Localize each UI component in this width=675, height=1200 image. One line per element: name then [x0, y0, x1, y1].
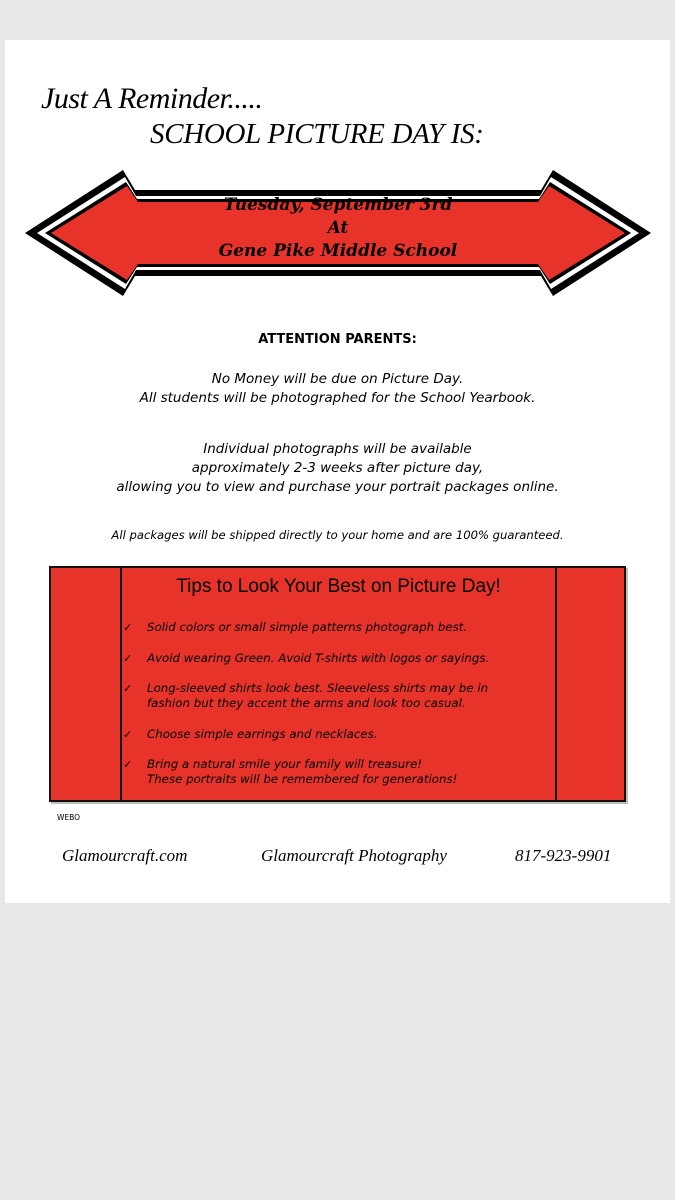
event-details	[123, 194, 553, 263]
event-date: Tuesday, September 3rd	[223, 195, 453, 215]
tips-title: Tips to Look Your Best on Picture Day!	[176, 576, 501, 597]
checkmark-icon: ✓	[123, 652, 133, 665]
flyer-page	[5, 40, 670, 903]
checkmark-icon: ✓	[123, 682, 133, 695]
reminder-heading: Just A Reminder.....	[41, 82, 263, 115]
payment-notice	[5, 370, 670, 408]
tips-right-divider	[555, 568, 557, 800]
tip-text: Long-sleeved shirts look best. Sleeveless shirts may be in	[147, 681, 489, 695]
payment-line: No Money will be due on Picture Day.	[211, 371, 464, 387]
checkmark-icon: ✓	[123, 621, 133, 634]
tip-item	[123, 727, 547, 742]
tips-left-divider	[120, 568, 122, 800]
availability-notice	[5, 440, 670, 497]
tip-text: Bring a natural smile your family will treasure!	[147, 757, 423, 771]
tip-text-continued: These portraits will be remembered for generations!	[147, 772, 458, 786]
tip-text: Solid colors or small simple patterns photograph best.	[147, 620, 468, 634]
tip-item	[123, 757, 547, 787]
tip-text: Avoid wearing Green. Avoid T-shirts with logos or sayings.	[147, 651, 490, 665]
footer-website: Glamourcraft.com	[62, 846, 188, 865]
footer-phone: 817-923-9901	[515, 846, 612, 865]
tip-item	[123, 681, 547, 711]
availability-line-3: allowing you to view and purchase your portrait packages online.	[116, 479, 559, 495]
yearbook-line: All students will be photographed for the School Yearbook.	[139, 390, 536, 406]
attention-heading: ATTENTION PARENTS:	[258, 332, 417, 347]
tips-box	[49, 566, 626, 802]
event-school: Gene Pike Middle School	[218, 241, 458, 261]
checkmark-icon: ✓	[123, 728, 133, 741]
footer-company: Glamourcraft Photography	[261, 846, 447, 865]
tip-text: Choose simple earrings and necklaces.	[147, 727, 378, 741]
tip-text-continued: fashion but they accent the arms and look too casual.	[147, 696, 466, 710]
event-at: At	[327, 218, 349, 238]
small-mark: WEBO	[57, 813, 81, 822]
availability-line-1: Individual photographs will be available	[203, 441, 472, 457]
tip-item	[123, 620, 547, 635]
checkmark-icon: ✓	[123, 758, 133, 771]
tip-item	[123, 651, 547, 666]
availability-line-2: approximately 2-3 weeks after picture day,	[191, 460, 484, 476]
shipping-notice: All packages will be shipped directly to your home and are 100% guaranteed.	[111, 528, 564, 542]
picture-day-heading: SCHOOL PICTURE DAY IS:	[150, 118, 484, 150]
